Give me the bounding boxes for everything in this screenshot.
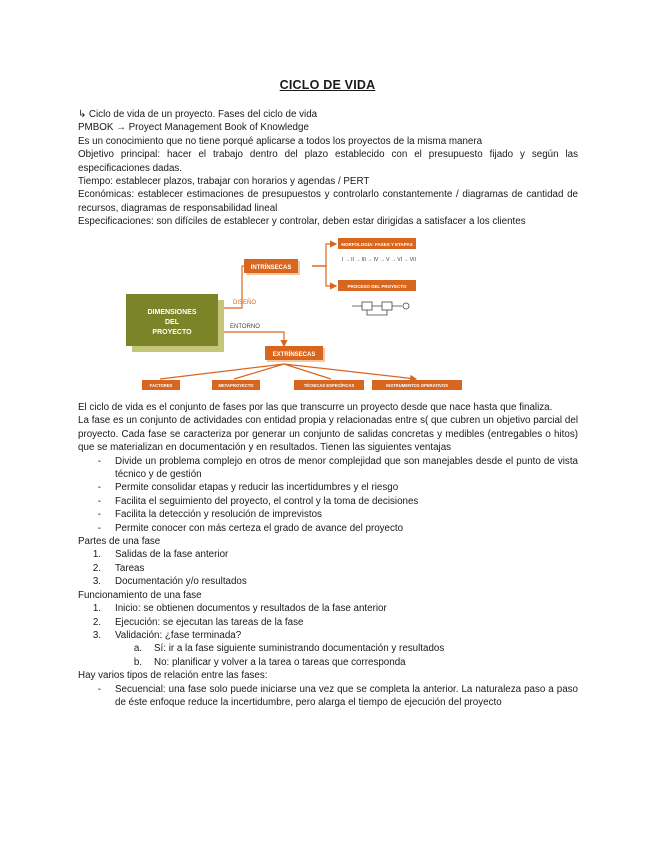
list-item — [78, 562, 578, 575]
diagram-svg — [116, 236, 464, 396]
sublist-item — [78, 656, 578, 669]
tipos-list — [78, 683, 578, 710]
list-item — [78, 481, 578, 494]
center-label-1: DIMENSIONES — [147, 309, 197, 316]
center-label-2: DEL — [165, 319, 179, 326]
list-item — [78, 683, 578, 710]
body-section — [78, 401, 578, 709]
intro-line-conocimiento: Es un conocimiento que no tiene porqué aplicarse a todos los proyectos de la misma manera — [78, 135, 483, 147]
funcionamiento-list — [78, 602, 578, 669]
line-entorno — [220, 332, 284, 346]
list-text: Secuencial: una fase solo puede iniciarse una vez que se completa la anterior. La naturaleza paso a paso de éste enfoque reduce la incertidumbre, pero alarga el tiempo de ejecución del proyecto — [115, 683, 578, 708]
extrinsecas-label: EXTRÍNSECAS — [272, 352, 316, 358]
tipos-heading: Hay varios tipos de relación entre las fases: — [78, 670, 268, 682]
list-marker: - — [97, 683, 101, 695]
list-text: Ejecución: se ejecutan las tareas de la fase — [115, 616, 304, 628]
list-text: Facilita el seguimiento del proyecto, el control y la toma de decisiones — [115, 495, 419, 507]
list-number: 1. — [92, 603, 101, 615]
list-item — [78, 629, 578, 642]
intro-line-economicas: Económicas: establecer estimaciones de presupuestos y controlarlo constantemente / diagramas de cantidad de recursos, diagramas de responsabilidad lineal — [78, 189, 578, 214]
ventajas-list — [78, 455, 578, 535]
intro-line-pmbok: PMBOK → Proyect Management Book of Knowledge — [78, 122, 309, 134]
list-marker: - — [97, 509, 101, 521]
metaproyecto-label: METAPROYECTO — [218, 383, 254, 388]
list-item — [78, 455, 578, 482]
lines-bottom — [160, 364, 416, 379]
list-text: Salidas de la fase anterior — [115, 549, 229, 561]
line-proceso — [312, 266, 336, 286]
intro-line-ciclo: ↳ Ciclo de vida de un proyecto. Fases del ciclo de vida — [78, 109, 318, 120]
list-text: Documentación y/o resultados — [115, 576, 247, 588]
line-morfologia — [312, 244, 336, 266]
morfologia-label: MORFOLOGÍA: FASES Y ETAPAS — [341, 242, 413, 247]
list-number: 2. — [92, 616, 101, 628]
intro-line-objetivo: Objetivo principal: hacer el trabajo dentro del plazo establecido con el presupuesto fijado y según las especificaciones dadas. — [78, 149, 578, 174]
list-text: Sí: ir a la fase siguiente suministrando documentación y resultados — [154, 643, 445, 655]
fases-sequence: I → II → III → IV → V → VI → VII — [342, 257, 416, 263]
proceso-label: PROCESO DEL PROYECTO — [347, 284, 407, 289]
dimensiones-diagram — [116, 236, 464, 396]
list-marker: - — [97, 455, 101, 467]
list-marker: - — [97, 495, 101, 507]
list-text: Inicio: se obtienen documentos y resultados de la fase anterior — [115, 603, 387, 615]
list-text: Permite consolidar etapas y reducir las incertidumbres y el riesgo — [115, 482, 399, 494]
sublist-item — [78, 642, 578, 655]
list-number: 3. — [92, 629, 101, 641]
intrinsecas-label: INTRÍNSECAS — [250, 265, 292, 271]
intro-section — [78, 108, 578, 229]
proceso-flow-icon — [352, 302, 409, 315]
list-item — [78, 508, 578, 521]
list-text: Divide un problema complejo en otros de menor complejidad que son manejables desde el punto de vista técnico y de gestión — [115, 455, 578, 481]
list-marker: - — [97, 482, 101, 494]
list-letter: b. — [133, 656, 142, 668]
intro-line-tiempo: Tiempo: establecer plazos, trabajar con horarios y agendas / PERT — [78, 176, 370, 188]
list-item — [78, 548, 578, 561]
intro-line-especificaciones: Especificaciones: son difíciles de establecer y controlar, deben estar dirigidas a satisfacer a los clientes — [78, 216, 526, 228]
funcionamiento-heading: Funcionamiento de una fase — [78, 589, 202, 601]
entorno-label: ENTORNO — [230, 324, 260, 330]
tecnicas-label: TÉCNICAS ESPECÍFICAS — [303, 383, 355, 388]
list-item — [78, 575, 578, 588]
list-item — [78, 522, 578, 535]
page-title: CICLO DE VIDA — [279, 78, 376, 92]
list-text: Permite conocer con más certeza el grado de avance del proyecto — [115, 522, 404, 534]
list-number: 3. — [92, 576, 101, 588]
list-text: Tareas — [115, 562, 145, 574]
partes-heading: Partes de una fase — [78, 536, 161, 548]
list-item — [78, 495, 578, 508]
center-label-3: PROYECTO — [152, 329, 192, 336]
diseno-label: DISEÑO — [233, 300, 257, 306]
list-marker: - — [97, 522, 101, 534]
list-item — [78, 602, 578, 615]
paragraph-fase: La fase es un conjunto de actividades con entidad propia y relacionadas entre s( que cubren un objetivo parcial del proyecto. Cada fase se caracteriza por generar un conjunto de salidas concretas y medibles (entregables o hitos) que se materializan en documentación y en resultados. Tienen las siguientes ventajas — [78, 415, 578, 454]
list-item — [78, 616, 578, 629]
list-text: Validación: ¿fase terminada? — [115, 629, 242, 641]
paragraph-ciclo: El ciclo de vida es el conjunto de fases por las que transcurre un proyecto desde que nace hasta que finaliza. — [78, 402, 553, 413]
partes-list — [78, 548, 578, 588]
list-text: No: planificar y volver a la tarea o tareas que corresponda — [154, 656, 406, 668]
list-text: Facilita la detección y resolución de imprevistos — [115, 509, 322, 521]
instrumentos-label: INSTRUMENTOS OPERATIVOS — [386, 383, 448, 388]
list-number: 2. — [92, 562, 101, 574]
list-letter: a. — [133, 643, 142, 655]
list-number: 1. — [92, 549, 101, 561]
factores-label: FACTORES — [149, 383, 173, 388]
